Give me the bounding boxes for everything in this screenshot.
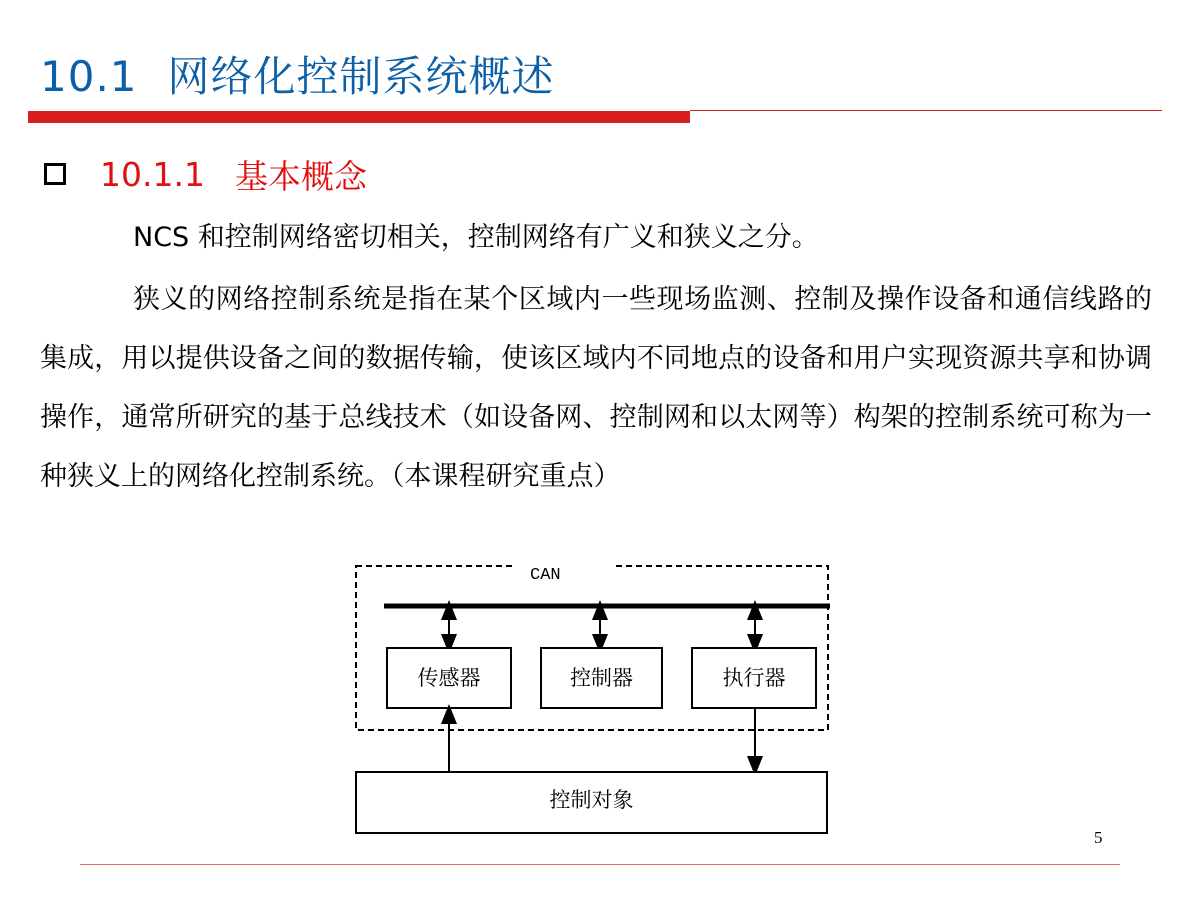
title-underline-thick [28,111,690,123]
square-bullet-icon [44,163,66,185]
slide-title [40,44,555,104]
controller-label: 控制器 [570,666,633,690]
paragraph-2: 狭义的网络控制系统是指在某个区域内一些现场监测、控制及操作设备和通信线路的集成，用以提供设备之间的数据传输，使该区域内不同地点的设备和用户实现资源共享和协调操作，通常所研究的基于总线技术（如设备网、控制网和以太网等）构架的控制系统可称为一种狭义上的网络化控制系统。（本课程研究重点） [40,284,1152,492]
actuator-label: 执行器 [722,666,786,690]
section-number: 10.1.1 [100,154,205,194]
page-number: 5 [1094,828,1103,847]
ncs-diagram [350,560,835,840]
section-title: 基本概念 [234,156,367,196]
paragraph-1: NCS 和控制网络密切相关，控制网络有广义和狭义之分。 [133,222,819,253]
can-bus-label: CAN [530,566,561,585]
section-heading [44,152,367,196]
slide-title-text: 网络化控制系统概述 [167,52,555,101]
slide-title-number: 10.1 [40,52,138,101]
sensor-label: 传感器 [417,666,481,690]
title-underline-thin [690,110,1162,111]
plant-label: 控制对象 [549,788,634,812]
footer-rule [80,864,1120,865]
